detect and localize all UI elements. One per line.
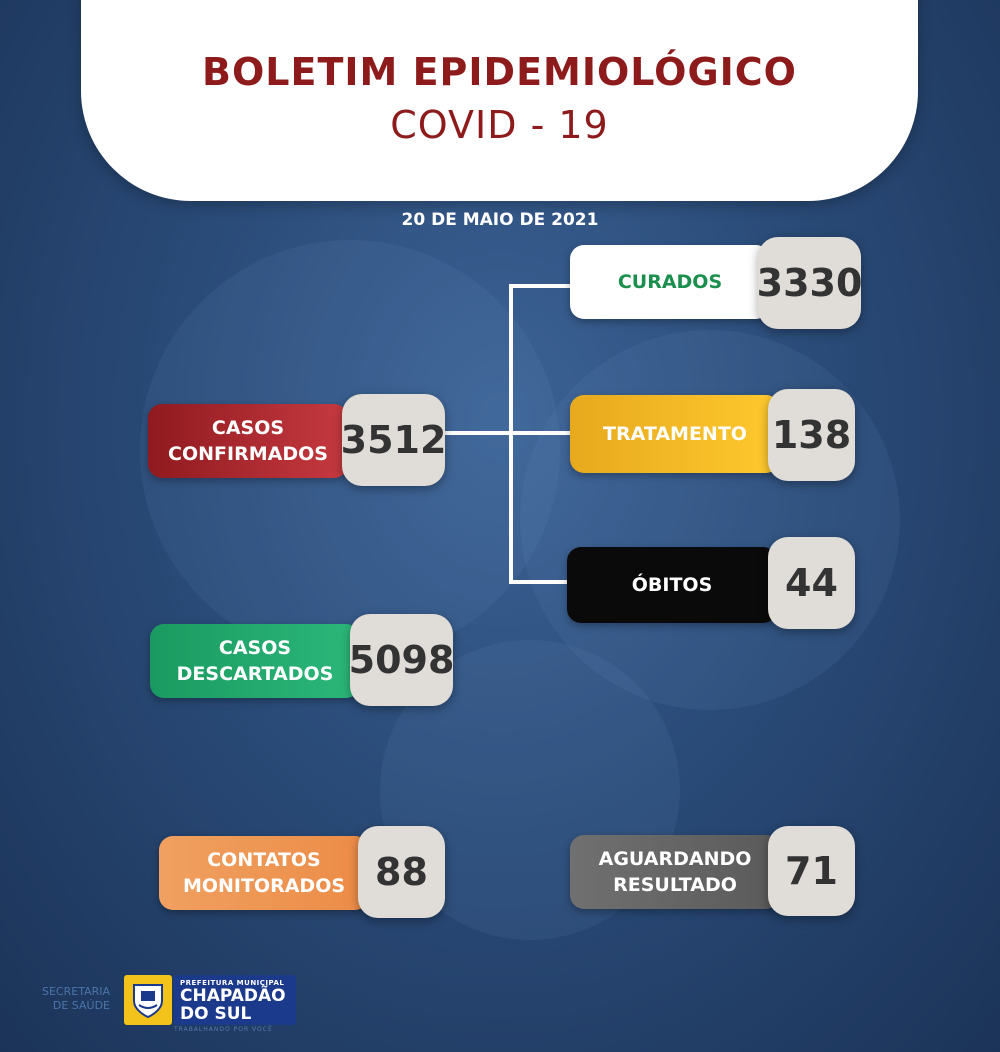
bulletin-date: 20 DE MAIO DE 2021 — [401, 210, 599, 230]
coat-of-arms-icon — [124, 975, 172, 1025]
casos-descartados-label: CASOS DESCARTADOS — [150, 624, 360, 698]
connector-line — [440, 431, 575, 435]
curados-value: 3330 — [758, 237, 861, 329]
obitos-value: 44 — [768, 537, 855, 629]
contatos-monitorados-value: 88 — [358, 826, 445, 918]
obitos-label: ÓBITOS — [567, 547, 777, 623]
connector-line — [509, 284, 513, 584]
aguardando-resultado-label: AGUARDANDO RESULTADO — [570, 835, 780, 909]
page-subtitle: COVID - 19 — [390, 103, 609, 147]
secretaria-saude-logo: SECRETARIA DE SAÚDE — [41, 985, 110, 1012]
casos-confirmados-value: 3512 — [342, 394, 445, 486]
page-title: BOLETIM EPIDEMIOLÓGICO — [202, 50, 797, 94]
connector-line — [509, 580, 575, 584]
logo-tagline: TRABALHANDO POR VOCÊ — [174, 1026, 273, 1033]
casos-descartados-value: 5098 — [350, 614, 453, 706]
tratamento-label: TRATAMENTO — [570, 395, 780, 473]
curados-label: CURADOS — [570, 245, 770, 319]
logo-small-text: PREFEITURA MUNICIPAL — [180, 979, 285, 987]
prefeitura-logo — [174, 975, 296, 1025]
header-card — [81, 0, 918, 201]
aguardando-resultado-value: 71 — [768, 826, 855, 916]
logo-city-name: CHAPADÃO DO SUL — [180, 986, 286, 1024]
casos-confirmados-label: CASOS CONFIRMADOS — [148, 404, 348, 478]
connector-line — [509, 284, 575, 288]
contatos-monitorados-label: CONTATOS MONITORADOS — [159, 836, 369, 910]
tratamento-value: 138 — [768, 389, 855, 481]
